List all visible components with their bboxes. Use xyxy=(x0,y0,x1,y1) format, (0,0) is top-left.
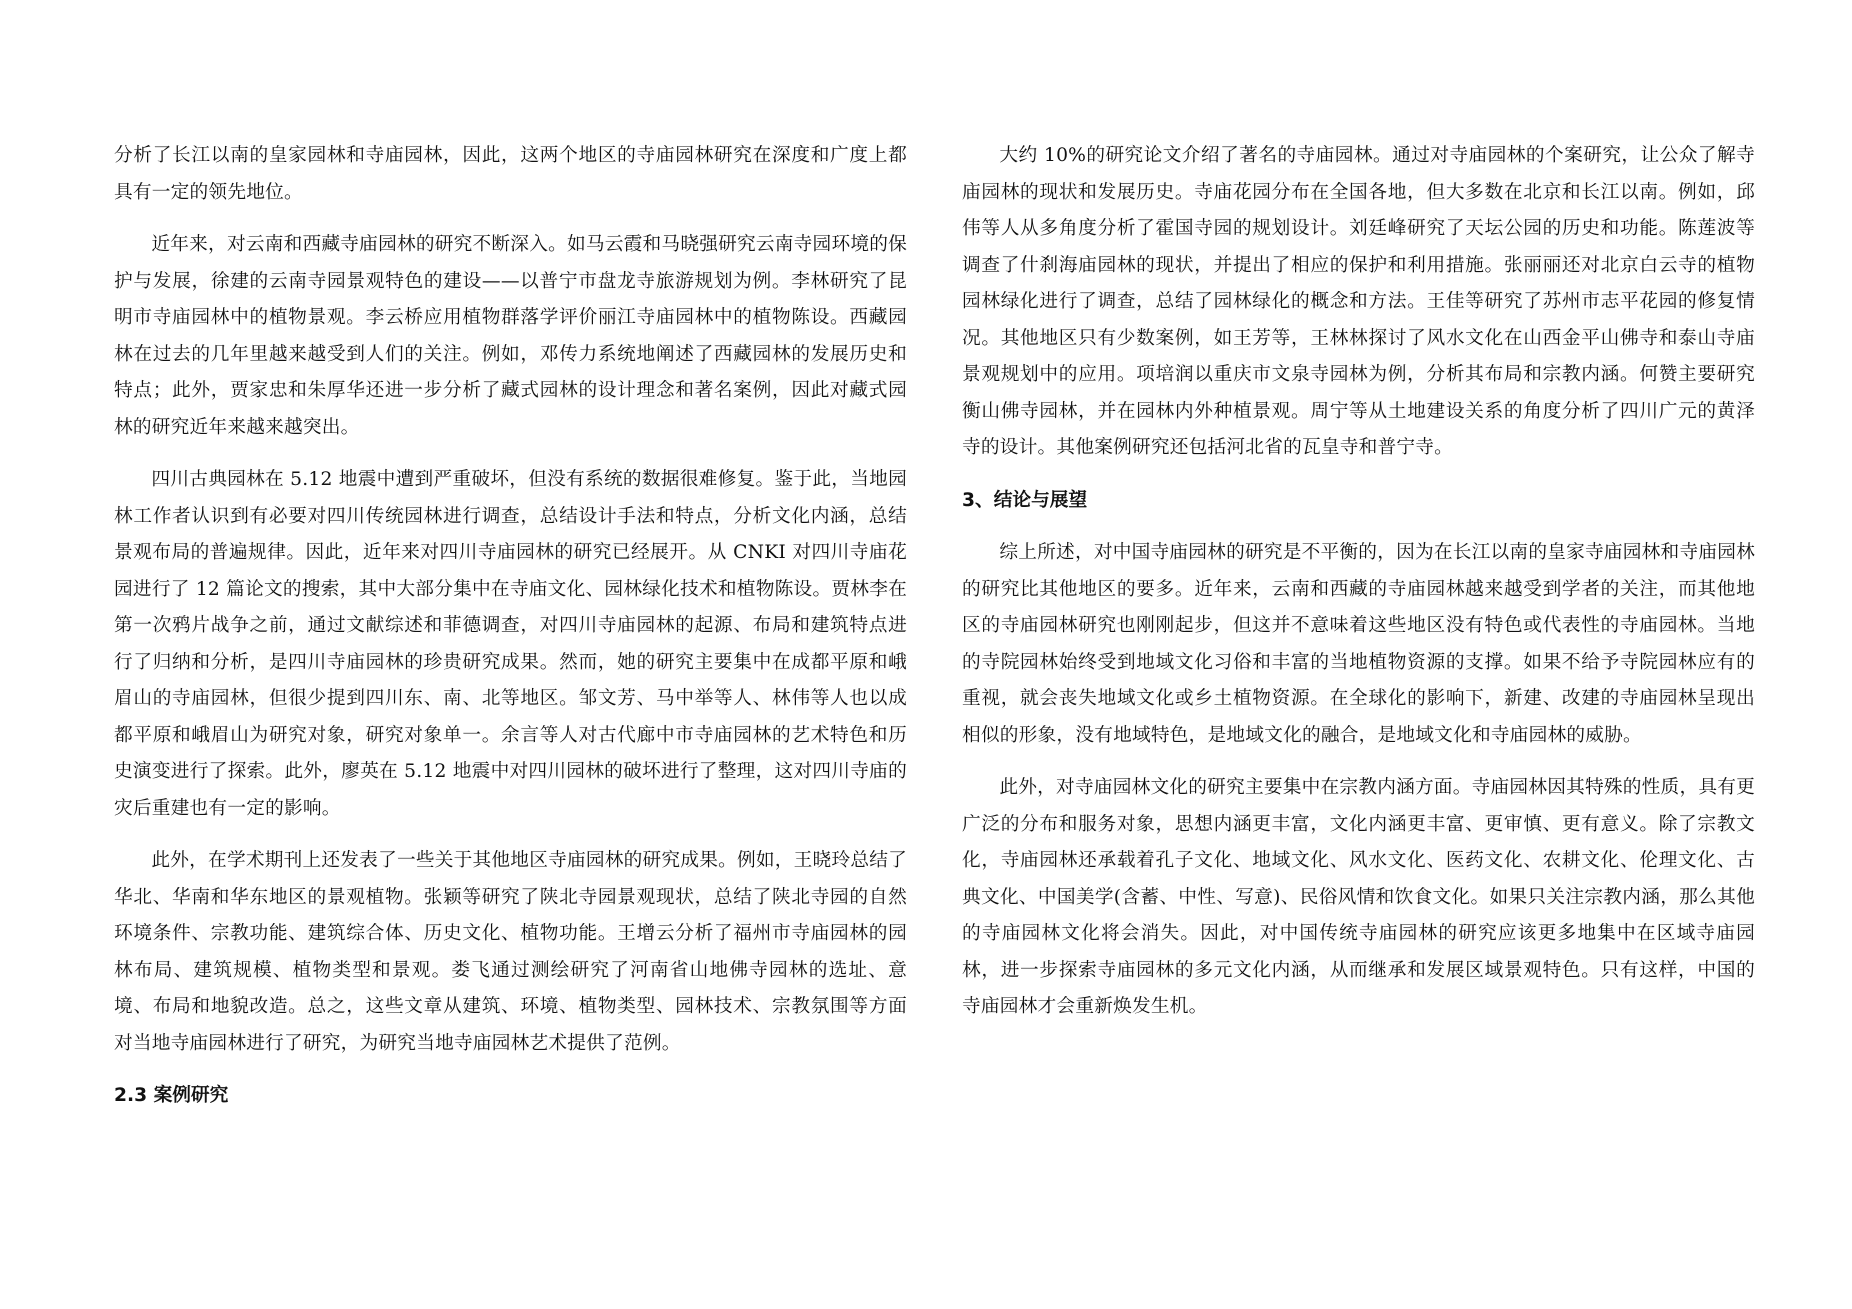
body-paragraph: 此外，对寺庙园林文化的研究主要集中在宗教内涵方面。寺庙园林因其特殊的性质，具有更广泛的分布和服务对象，思想内涵更丰富，文化内涵更丰富、更审慎、更有意义。除了宗教文化，寺庙园林还承载着孔子文化、地域文化、风水文化、医药文化、农耕文化、伦理文化、古典文化、中国美学(含蓄、中性、写意)、民俗风情和饮食文化。如果只关注宗教内涵，那么其他的寺庙园林文化将会消失。因此，对中国传统寺庙园林的研究应该更多地集中在区域寺庙园林，进一步探索寺庙园林的多元文化内涵，从而继承和发展区域景观特色。只有这样，中国的寺庙园林才会重新焕发生机。 xyxy=(962,777,1755,1017)
body-paragraph: 近年来，对云南和西藏寺庙园林的研究不断深入。如马云霞和马晓强研究云南寺园环境的保护与发展，徐建的云南寺园景观特色的建设——以普宁市盘龙寺旅游规划为例。李林研究了昆明市寺庙园林中的植物景观。李云桥应用植物群落学评价丽江寺庙园林中的植物陈设。西藏园林在过去的几年里越来越受到人们的关注。例如，邓传力系统地阐述了西藏园林的发展历史和特点；此外，贾家忠和朱厚华还进一步分析了藏式园林的设计理念和著名案例，因此对藏式园林的研究近年来越来越突出。 xyxy=(114,234,907,438)
body-paragraph: 此外，在学术期刊上还发表了一些关于其他地区寺庙园林的研究成果。例如，王晓玲总结了华北、华南和华东地区的景观植物。张颖等研究了陕北寺园景观现状，总结了陕北寺园的自然环境条件、宗教功能、建筑综合体、历史文化、植物功能。王增云分析了福州市寺庙园林的园林布局、建筑规模、植物类型和景观。娄飞通过测绘研究了河南省山地佛寺园林的选址、意境、布局和地貌改造。总之，这些文章从建筑、环境、植物类型、园林技术、宗教氛围等方面对当地寺庙园林进行了研究，为研究当地寺庙园林艺术提供了范例。 xyxy=(114,850,907,1054)
left-column xyxy=(114,138,907,1131)
right-column xyxy=(962,138,1755,1042)
body-paragraph: 四川古典园林在 5.12 地震中遭到严重破坏，但没有系统的数据很难修复。鉴于此，当地园林工作者认识到有必要对四川传统园林进行调查，总结设计手法和特点，分析文化内涵，总结景观布局的普遍规律。因此，近年来对四川寺庙园林的研究已经展开。从 CNKI 对四川寺庙花园进行了 12 篇论文的搜索，其中大部分集中在寺庙文化、园林绿化技术和植物陈设。贾林李在第一次鸦片战争之前，通过文献综述和菲德调查，对四川寺庙园林的起源、布局和建筑特点进行了归纳和分析，是四川寺庙园林的珍贵研究成果。然而，她的研究主要集中在成都平原和峨眉山的寺庙园林，但很少提到四川东、南、北等地区。邹文芳、马中举等人、林伟等人也以成都平原和峨眉山为研究对象，研究对象单一。余言等人对古代廊中市寺庙园林的艺术特色和历史演变进行了探索。此外，廖英在 5.12 地震中对四川园林的破坏进行了整理，这对四川寺庙的灾后重建也有一定的影响。 xyxy=(114,469,907,819)
body-paragraph: 综上所述，对中国寺庙园林的研究是不平衡的，因为在长江以南的皇家寺庙园林和寺庙园林的研究比其他地区的要多。近年来，云南和西藏的寺庙园林越来越受到学者的关注，而其他地区的寺庙园林研究也刚刚起步，但这并不意味着这些地区没有特色或代表性的寺庙园林。当地的寺院园林始终受到地域文化习俗和丰富的当地植物资源的支撑。如果不给予寺院园林应有的重视，就会丧失地域文化或乡土植物资源。在全球化的影响下，新建、改建的寺庙园林呈现出相似的形象，没有地域特色，是地域文化的融合，是地域文化和寺庙园林的威胁。 xyxy=(962,542,1755,746)
body-paragraph: 分析了长江以南的皇家园林和寺庙园林，因此，这两个地区的寺庙园林研究在深度和广度上都具有一定的领先地位。 xyxy=(114,145,907,203)
body-paragraph: 大约 10%的研究论文介绍了著名的寺庙园林。通过对寺庙园林的个案研究，让公众了解寺庙园林的现状和发展历史。寺庙花园分布在全国各地，但大多数在北京和长江以南。例如，邱伟等人从多角度分析了霍国寺园的规划设计。刘廷峰研究了天坛公园的历史和功能。陈莲波等调查了什刹海庙园林的现状，并提出了相应的保护和利用措施。张丽丽还对北京白云寺的植物园林绿化进行了调查，总结了园林绿化的概念和方法。王佳等研究了苏州市志平花园的修复情况。其他地区只有少数案例，如王芳等，王林林探讨了风水文化在山西金平山佛寺和泰山寺庙景观规划中的应用。项培润以重庆市文泉寺园林为例，分析其布局和宗教内涵。何赞主要研究衡山佛寺园林，并在园林内外种植景观。周宁等从土地建设关系的角度分析了四川广元的黄泽寺的设计。其他案例研究还包括河北省的瓦皇寺和普宁寺。 xyxy=(962,145,1755,458)
section-heading-conclusion: 3、结论与展望 xyxy=(962,489,1088,511)
section-heading-case-study: 2.3 案例研究 xyxy=(114,1085,229,1106)
